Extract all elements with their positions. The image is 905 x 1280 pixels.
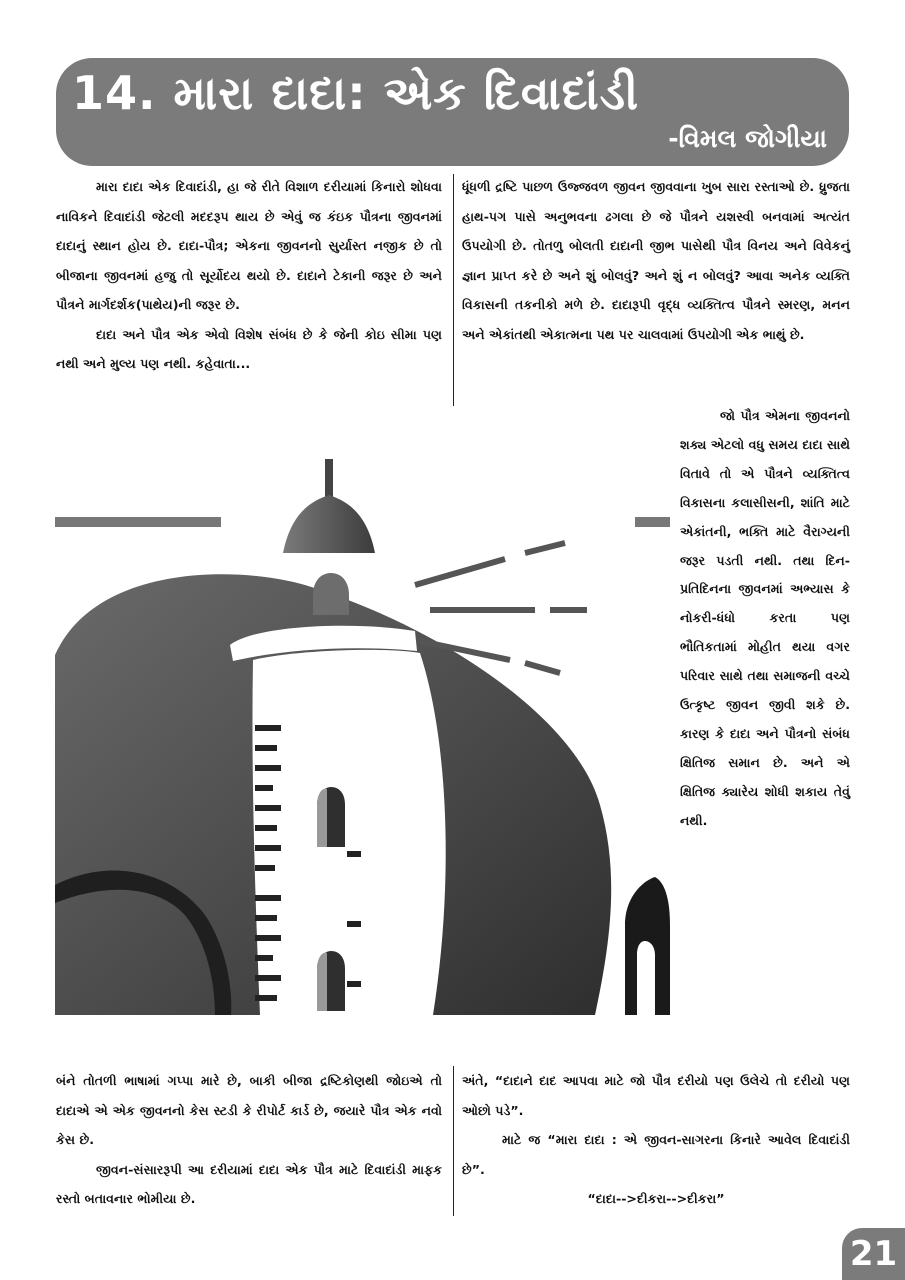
paragraph: ધૂંધળી દ્રષ્ટિ પાછળ ઉજ્જવળ જીવન જીવવાના ખુબ સારા રસ્તાઓ છે. ધ્રુજતા હાથ-પગ પાસે અનુભવના ઢગલા છે જે પૌત્રને યશસ્વી બનવામાં અત્યંત ઉપયોગી છે. તોતળુ બોલતી દાદાની જીભ પાસેથી પૌત્ર વિનય અને વિવેકનું જ્ઞાન પ્રાપ્ત કરે છે અને શું બોલવું? અને શું ન બોલવું? આવા અનેક વ્યક્તિ વિકાસની તકનીકો મળે છે. દાદારૂપી વૃદ્ધ વ્યક્તિત્વ પૌત્રને સ્મરણ, મનન અને એકાંતથી એકાત્મના પથ પર ચાલવામાં ઉપયોગી એક ભાથું છે. [462, 179, 850, 342]
lighthouse-illustration [55, 455, 670, 1015]
paragraph: માટે જ “મારા દાદા : એ જીવન-સાગરના કિનારે આવેલ દિવાદાંડી છે”. [462, 1132, 850, 1177]
column-right-bottom [462, 1066, 850, 1214]
page-number: 21 [842, 1228, 905, 1280]
column-divider-bottom [453, 1066, 454, 1216]
paragraph: બંને તોતળી ભાષામાં ગપ્પા મારે છે, બાકી બીજા દ્રષ્ટિકોણથી જોઇએ તો દાદાએ એ એક જીવનનો કેસ સ્ટડી કે રીપોર્ટ કાર્ડ છે, જયારે પૌત્ર એક નવો કેસ છે. [56, 1073, 442, 1147]
paragraph: મારા દાદા એક દિવાદાંડી, હા જે રીતે વિશાળ દરીયામાં કિનારો શોધવા નાવિકને દિવાદાંડી જેટલી મદદરૂપ થાય છે એવું જ કંઇક પૌત્રના જીવનમાં દાદાનું સ્થાન હોય છે. દાદા-પૌત્ર; એકના જીવનનો સુર્યાસ્ત નજીક છે તો બીજાના જીવનમાં હજુ તો સૂર્યોદય થયો છે. દાદાને ટેકાની જરૂર છે અને પૌત્રને માર્ગદર્શક(પાથેય)ની જરૂર છે. [56, 179, 442, 312]
column-right-top [462, 172, 850, 349]
column-left-top [56, 172, 442, 379]
horizon-bar-right [635, 517, 670, 527]
light-ray [415, 559, 505, 585]
column-divider-top [453, 174, 454, 406]
tower-body [252, 650, 445, 1015]
paragraph: જીવન-સંસારરૂપી આ દરીયામાં દાદા એક પૌત્ર માટે દિવાદાંડી માફક રસ્તો બતાવનાર ભોમીયા છે. [56, 1161, 442, 1206]
sea-arch [625, 877, 670, 1015]
horizon-bar-left [55, 517, 221, 527]
lantern-room [313, 573, 349, 615]
paragraph: જો પૌત્ર એમના જીવનનો શક્ય એટલો વધુ સમય દાદા સાથે વિતાવે તો એ પૌત્રને વ્યક્તિત્વ વિકાસના કલાસીસની, શાંતિ માટે એકાંતની, ભક્તિ માટે વૈરાગ્યની જરૂર પડતી નથી. તથા દિન-પ્રતિદિનના જીવનમાં અભ્યાસ કે નોકરી-ધંધો કરતા પણ ભૌતિકતામાં મોહીત થયા વગર પરિવાર સાથે તથા સમાજની વચ્ચે ઉત્કૃષ્ટ જીવન જીવી શકે છે. કારણ કે દાદા અને પૌત્રનો સંબંધ ક્ષિતિજ સમાન છે. અને એ ક્ષિતિજ ક્યારેય શોધી શકાય તેવું નથી. [680, 408, 850, 828]
roof-dome [283, 495, 375, 553]
light-ray [525, 543, 565, 553]
paragraph: દાદા અને પૌત્ર એક એવો વિશેષ સંબંધ છે કે જેની કોઇ સીમા પણ નથી અને મુલ્ય પણ નથી. કહેવાતા... [56, 326, 442, 371]
article-title: 14. મારા દાદા: એક દિવાદાંડી [72, 66, 640, 120]
author-name: -વિમલ જોગીયા [668, 124, 827, 153]
light-ray [525, 663, 560, 673]
column-left-bottom [56, 1066, 442, 1214]
window-highlight [317, 953, 327, 1011]
column-right-narrow [680, 402, 850, 836]
paragraph: અંતે, “દાદાને દાદ આપવા માટે જો પૌત્ર દરીયો પણ ઉલેચે તો દરીયો પણ ઓછો પડે”. [462, 1073, 850, 1118]
window-highlight [317, 789, 327, 847]
closing-line: “દાદા-->દીકરા-->દીકરા” [587, 1191, 725, 1206]
